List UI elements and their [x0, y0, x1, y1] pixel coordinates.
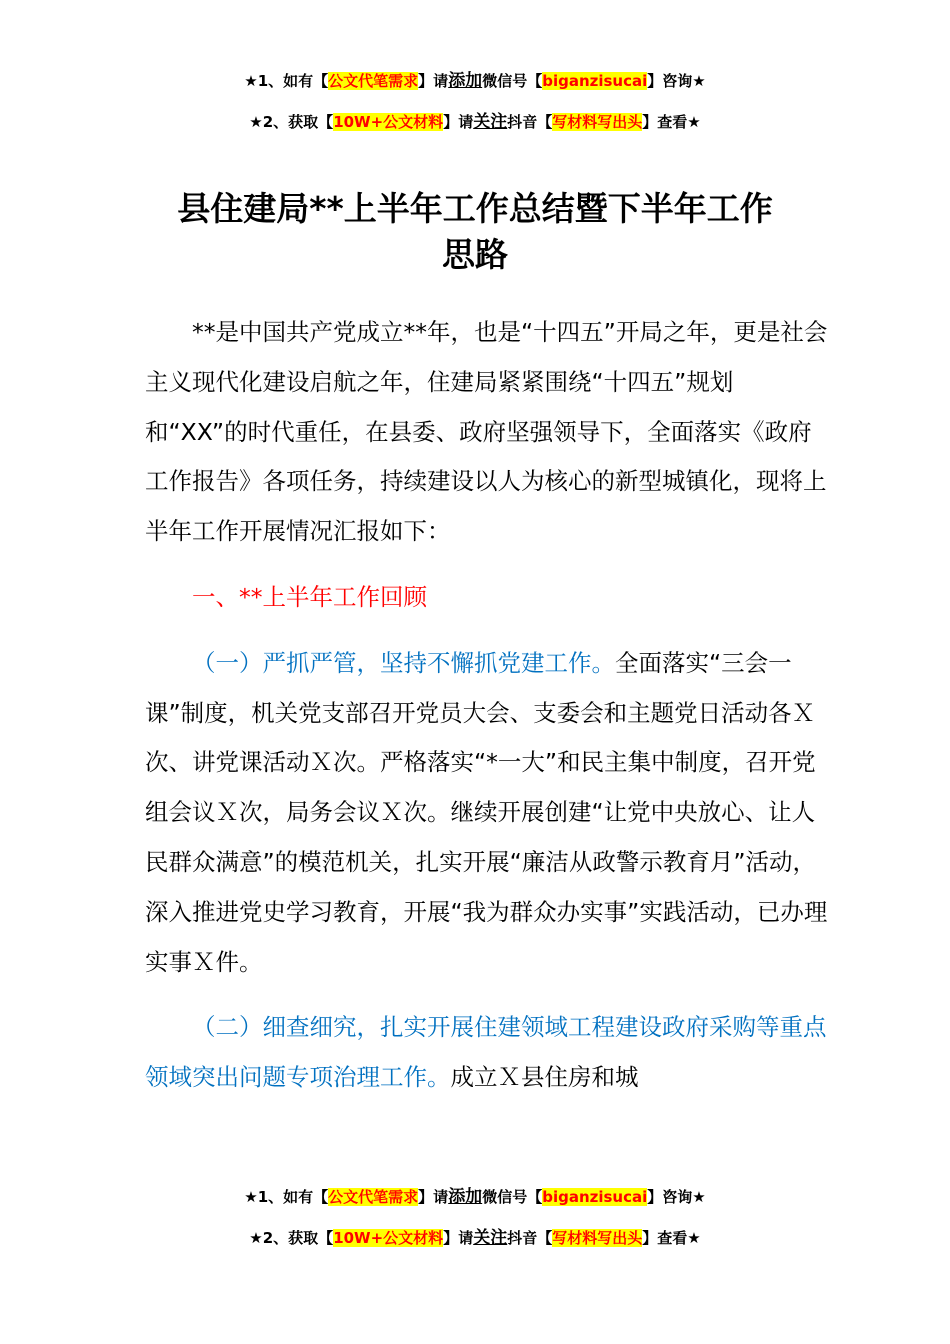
highlight-wechat-id: biganzisucai: [542, 1188, 648, 1206]
document-body: [145, 308, 835, 1103]
highlight-service: 公文代笔需求: [328, 1188, 419, 1206]
section-heading-1: 一、**上半年工作回顾: [192, 582, 427, 611]
underlined-add: 添加: [448, 1187, 483, 1207]
item-1-heading: （一）严抓严管，坚持不懈抓党建工作。: [192, 648, 615, 677]
underlined-add: 添加: [448, 71, 483, 91]
item-2-paragraph: [145, 1003, 835, 1103]
banner-text: 2、获取【: [262, 113, 334, 131]
highlight-service: 公文代笔需求: [328, 72, 419, 90]
title-line-1: 县住建局**上半年工作总结暨下半年工作: [177, 189, 773, 228]
banner-text: 】请: [418, 1188, 449, 1206]
title-line-2: 思路: [442, 235, 508, 274]
highlight-materials: 10W+公文材料: [333, 1229, 444, 1247]
bottom-banner-line-2: [0, 1227, 950, 1249]
highlight-wechat-id: biganzisucai: [542, 72, 648, 90]
highlight-douyin: 写材料写出头: [552, 113, 643, 131]
banner-text: 2、获取【: [262, 1229, 334, 1247]
item-2-text: 成立Ｘ县住房和城: [450, 1063, 639, 1092]
banner-text: 1、如有【: [257, 72, 329, 90]
banner-text: 】咨询★: [647, 72, 706, 90]
top-banner-line-1: [0, 70, 950, 92]
highlight-douyin: 写材料写出头: [552, 1229, 643, 1247]
intro-paragraph: **是中国共产党成立**年，也是“十四五”开局之年，更是社会主义现代化建设启航之年，住建局紧紧围绕“十四五”规划和“XX”的时代重任，在县委、政府坚强领导下，全面落实《政府工作报告》各项任务，持续建设以人为核心的新型城镇化，现将上半年工作开展情况汇报如下：: [145, 318, 828, 546]
top-banner-line-2: [0, 111, 950, 133]
banner-text: 】请: [443, 1229, 474, 1247]
star-icon: ★: [249, 1229, 263, 1247]
underlined-follow: 关注: [473, 1228, 508, 1248]
star-icon: ★: [249, 113, 263, 131]
banner-text: 】查看★: [642, 1229, 701, 1247]
banner-text: 抖音【: [507, 1229, 553, 1247]
banner-text: 抖音【: [507, 113, 553, 131]
item-2-heading: （二）细查细究，扎实开展住建领域工程建设政府采购等重点领域突出问题专项治理工作。: [145, 1013, 827, 1092]
underlined-follow: 关注: [473, 112, 508, 132]
star-icon: ★: [244, 1188, 258, 1206]
item-1-text: 全面落实“三会一课”制度，机关党支部召开党员大会、支委会和主题党日活动各Ｘ次、讲党课活动Ｘ次。严格落实“*一大”和民主集中制度，召开党组会议Ｘ次，局务会议Ｘ次。继续开展创建“让党中央放心、让人民群众满意”的模范机关，扎实开展“廉洁从政警示教育月”活动，深入推进党史学习教育，开展“我为群众办实事”实践活动，已办理实事Ｘ件。: [145, 648, 828, 976]
banner-text: 】咨询★: [647, 1188, 706, 1206]
item-1-paragraph: [145, 639, 835, 988]
banner-text: 微信号【: [482, 1188, 543, 1206]
highlight-materials: 10W+公文材料: [333, 113, 444, 131]
banner-text: 】请: [418, 72, 449, 90]
document-title: [0, 186, 950, 278]
banner-text: 】请: [443, 113, 474, 131]
bottom-banner-line-1: [0, 1186, 950, 1208]
star-icon: ★: [244, 72, 258, 90]
banner-text: 1、如有【: [257, 1188, 329, 1206]
banner-text: 】查看★: [642, 113, 701, 131]
banner-text: 微信号【: [482, 72, 543, 90]
